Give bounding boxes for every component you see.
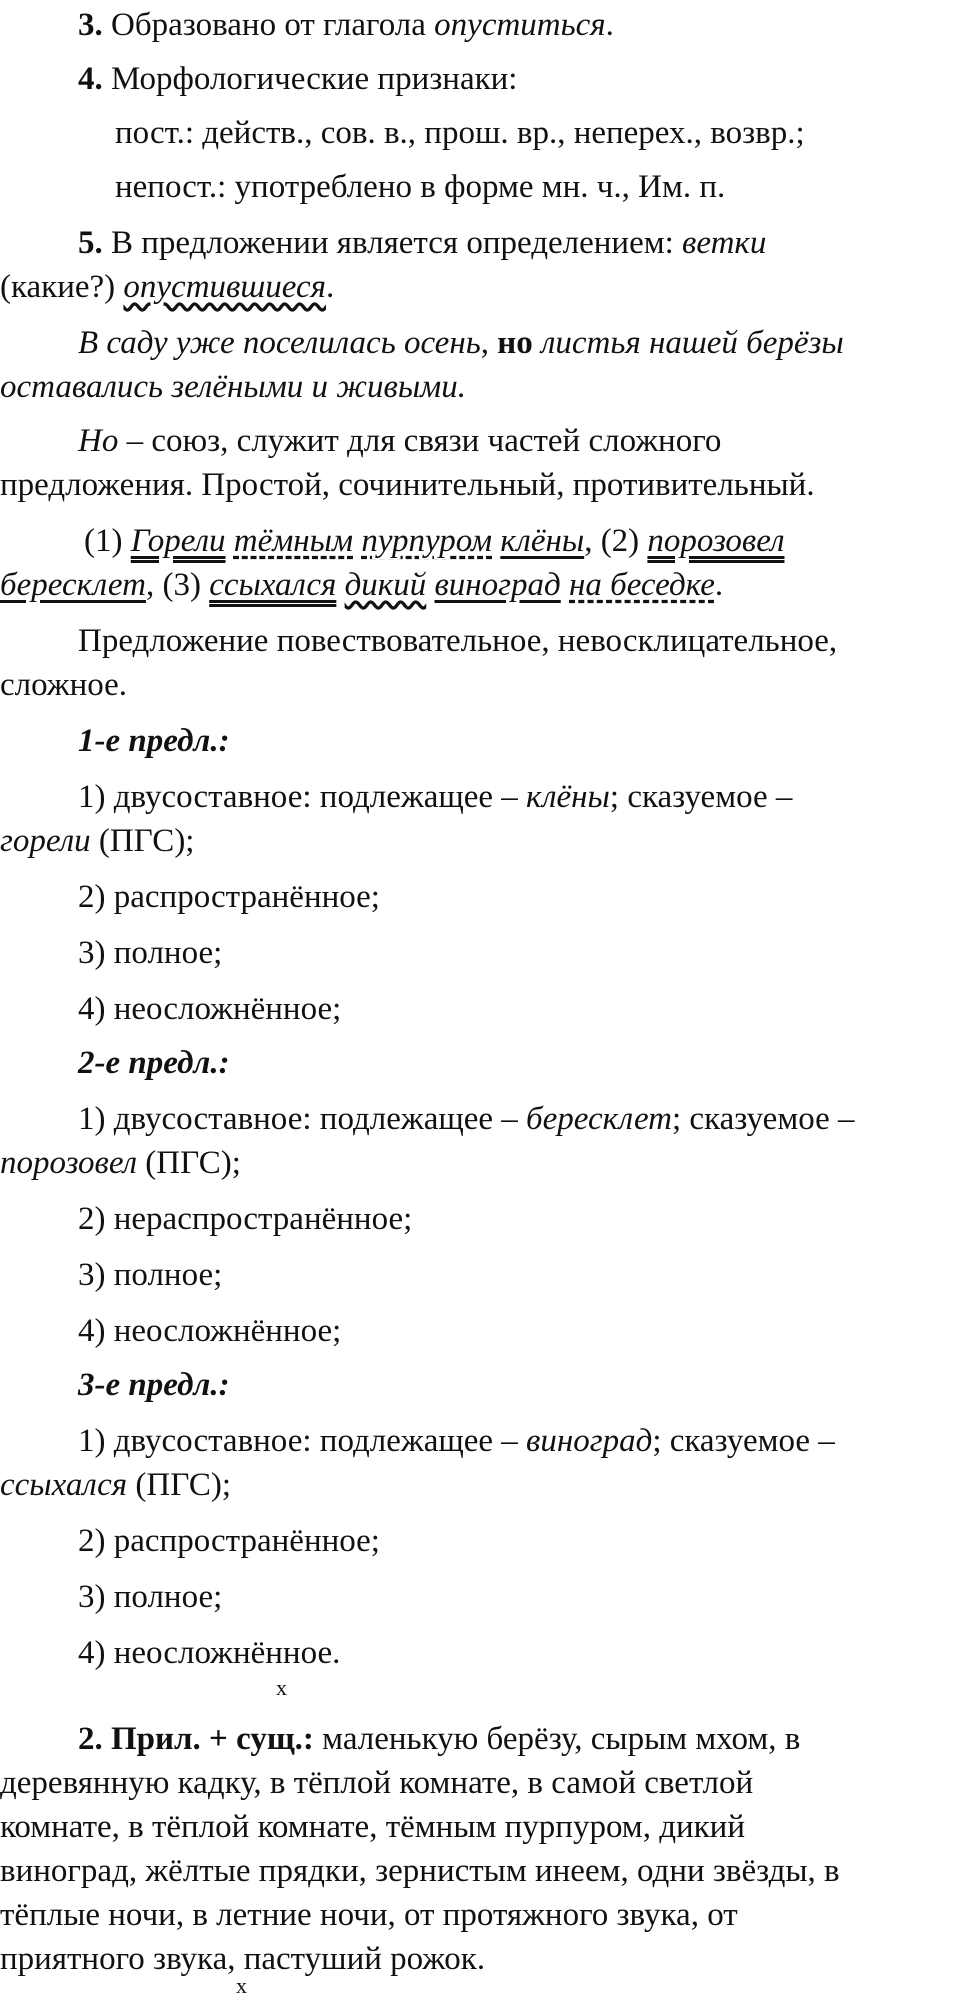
item-number: 3.: [78, 7, 103, 43]
subject-word: виноград: [434, 567, 561, 603]
morph-variable: непост.: употреблено в форме мн. ч., Им. п.: [115, 169, 726, 205]
part-3-item-2: 2) распространённое;: [78, 1523, 380, 1559]
italic-word: опуститься: [434, 7, 606, 43]
text: 1) двусоставное: подлежащее –: [78, 1101, 527, 1137]
text: листья нашей берёзы: [532, 325, 844, 361]
conjunction-bold: но: [497, 325, 533, 361]
text: ; сказуемое –: [609, 779, 793, 815]
paragraph-2-line: тёплые ночи, в летние ночи, от протяжного звука, от: [0, 1897, 738, 1933]
attribute-word: дикий: [344, 567, 427, 603]
example-sentence-1: [78, 322, 844, 364]
paragraph-item-5: [78, 222, 766, 264]
heading-part-2: [78, 1042, 230, 1084]
italic-word: виноград: [526, 1423, 653, 1459]
text: (ПГС);: [137, 1145, 241, 1181]
paragraph-2-line: приятного звука, пастуший рожок.: [0, 1941, 486, 1977]
example-sentence-1-cont: [0, 366, 466, 408]
part-3-item-1: [78, 1420, 835, 1462]
part-1-item-4: 4) неосложнённое;: [78, 991, 342, 1027]
modifier-word: тёмным: [233, 523, 354, 559]
text: (ПГС);: [127, 1467, 232, 1503]
part-2-item-1-cont: [0, 1142, 241, 1184]
text: (ПГС);: [90, 823, 195, 859]
part-2-item-2: 2) нераспространённое;: [78, 1201, 413, 1237]
part-2-item-1: [78, 1098, 855, 1140]
text: В предложении является определением:: [102, 225, 683, 261]
text: 1) двусоставное: подлежащее –: [78, 779, 527, 815]
italic-word: ссыхался: [0, 1467, 128, 1503]
separator-mark: x: [236, 1973, 247, 1998]
text: Морфологические признаки:: [102, 61, 518, 97]
paragraph-2: [78, 1718, 800, 1760]
text: – союз, служит для связи частей сложного: [118, 423, 722, 459]
item-number: 5.: [78, 225, 103, 261]
part-1-item-2: 2) распространённое;: [78, 879, 380, 915]
predicate-word: Горели: [130, 523, 226, 559]
predicate-word: порозовел: [647, 523, 785, 559]
heading-part-3: [78, 1364, 230, 1406]
item-number: 4.: [78, 61, 103, 97]
paragraph-item-4: [78, 58, 517, 100]
text: В саду уже поселилась осень,: [78, 325, 498, 361]
italic-word: горели: [0, 823, 91, 859]
text: ; сказуемое –: [672, 1101, 855, 1137]
parsed-sentence: [84, 520, 784, 562]
text: ; сказуемое –: [652, 1423, 835, 1459]
italic-word: клёны: [526, 779, 610, 815]
text: .: [325, 269, 335, 305]
text: .: [714, 567, 724, 603]
paragraph-2-line: комнате, в тёплой комнате, тёмным пурпуром, дикий: [0, 1809, 745, 1845]
parsed-sentence-cont: [0, 564, 723, 606]
heading-text: 1-е предл.:: [78, 723, 230, 759]
paragraph-2-line: виноград, жёлтые прядки, зернистым инеем, одни звёзды, в: [0, 1853, 840, 1889]
text: маленькую берёзу, сырым мхом, в: [313, 1721, 801, 1757]
part-3-item-3: 3) полное;: [78, 1579, 223, 1615]
part-number: , (2): [584, 523, 648, 559]
part-1-item-1: [78, 776, 792, 818]
italic-word: порозовел: [0, 1145, 138, 1181]
subject-word: клёны: [500, 523, 585, 559]
part-1-item-3: 3) полное;: [78, 935, 223, 971]
heading-part-1: [78, 720, 230, 762]
item-heading-bold: 2. Прил. + сущ.:: [78, 1721, 314, 1757]
conjunction-analysis: [78, 420, 721, 462]
part-number: (1): [84, 523, 131, 559]
italic-word: Но: [78, 423, 119, 459]
text: .: [605, 7, 614, 43]
heading-text: 3-е предл.:: [78, 1367, 230, 1403]
separator-mark: x: [276, 1675, 287, 1700]
part-2-item-4: 4) неосложнённое;: [78, 1313, 342, 1349]
text: оставались зелёными и живыми.: [0, 369, 466, 405]
text: Образовано от глагола: [102, 7, 435, 43]
conjunction-analysis-cont: предложения. Простой, сочинительный, противительный.: [0, 467, 815, 503]
part-3-item-1-cont: [0, 1464, 231, 1506]
italic-word: бересклет: [526, 1101, 673, 1137]
text: 1) двусоставное: подлежащее –: [78, 1423, 527, 1459]
modifier-word: пурпуром: [361, 523, 493, 559]
part-3-item-4: 4) неосложнённое.: [78, 1635, 341, 1671]
text: (какие?): [0, 269, 124, 305]
part-1-item-1-cont: [0, 820, 194, 862]
predicate-word: ссыхался: [209, 567, 337, 603]
paragraph-item-3: [78, 4, 614, 46]
paragraph-2-line: деревянную кадку, в тёплой комнате, в самой светлой: [0, 1765, 754, 1801]
morph-constant: пост.: действ., сов. в., прош. вр., неперех., возвр.;: [115, 115, 805, 151]
subject-word: бересклет: [0, 567, 146, 603]
sentence-type: Предложение повествовательное, невосклицательное,: [78, 623, 838, 659]
part-2-item-3: 3) полное;: [78, 1257, 223, 1293]
heading-text: 2-е предл.:: [78, 1045, 230, 1081]
paragraph-item-5-cont: [0, 266, 334, 308]
adverbial-word: на беседке: [569, 567, 715, 603]
participle-underlined: опустившиеся: [123, 269, 326, 305]
part-number: , (3): [145, 567, 210, 603]
sentence-type-cont: сложное.: [0, 667, 128, 703]
italic-word: ветки: [682, 225, 767, 261]
